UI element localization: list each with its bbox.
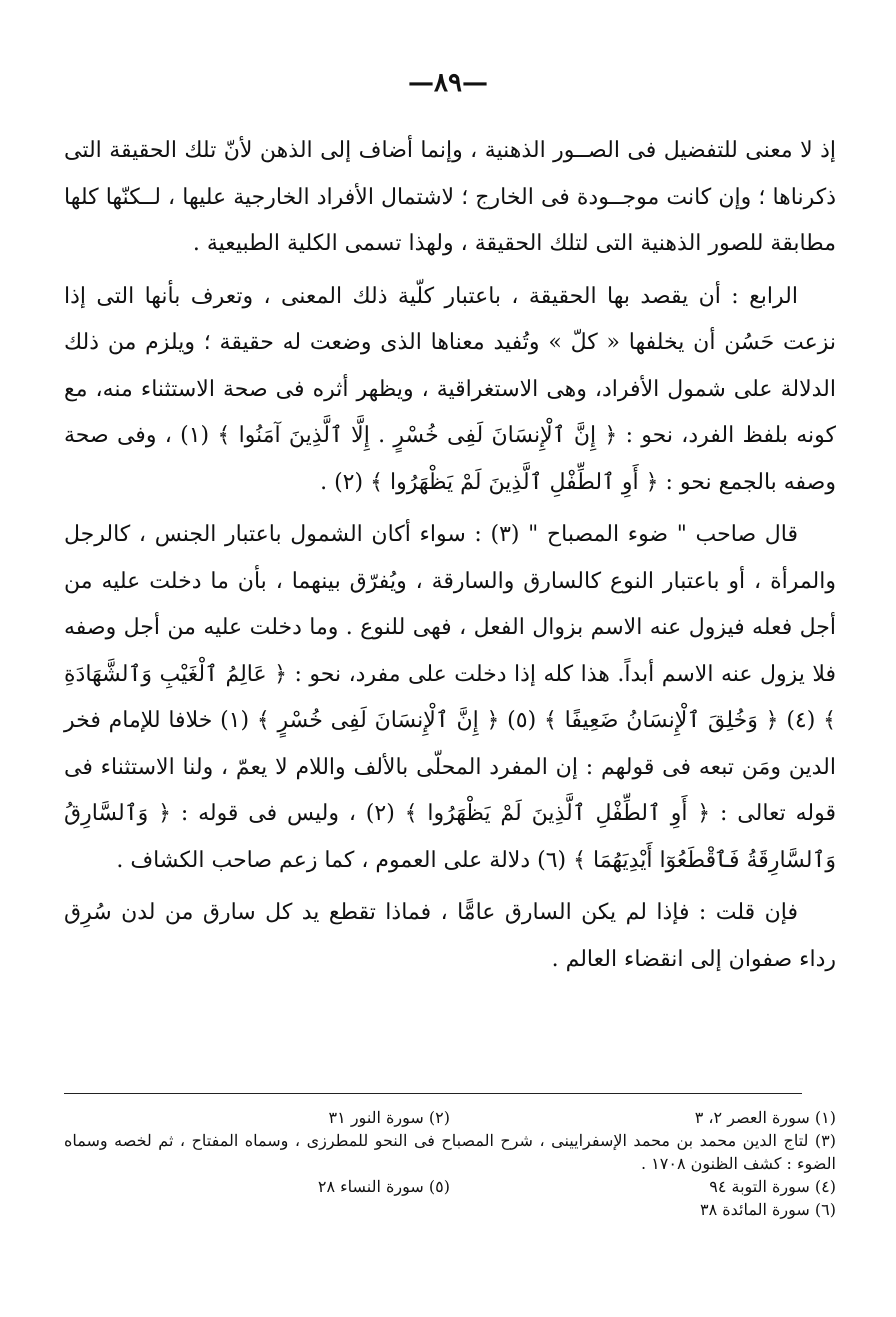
footnote-1: (١) سورة العصر ٢، ٣ — [694, 1108, 836, 1127]
footnote-5: (٥) سورة النساء ٢٨ — [317, 1177, 450, 1196]
footnote-row — [64, 1198, 836, 1221]
footnote-6: (٦) سورة المائدة ٣٨ — [700, 1200, 836, 1219]
footnote-4: (٤) سورة التوبة ٩٤ — [709, 1177, 836, 1196]
paragraph-1: إذ لا معنى للتفضيل فى الصــور الذهنية ، وإنما أضاف إلى الذهن لأنّ تلك الحقيقة التى ذكرناها ؛ وإن كانت موجــودة فى الخارج ؛ لاشتمال الأفراد الخارجية عليها ، لــكنّها كلها مطابقة للصور الذهنية التى لتلك الحقيقة ، ولهذا تسمى الكلية الطبيعية . — [64, 138, 836, 256]
paragraph-3: قال صاحب " ضوء المصباح " (٣) : سواء أكان الشمول باعتبار الجنس ، كالرجل والمرأة ، أو باعتبار النوع كالسارق والسارقة ، ويُفرّق بينهما ، بأن ما دخلت عليه من أجل فعله فيزول عنه الاسم بزوال الفعل ، فهى للنوع . وما دخلت عليه من أجل وصفه فلا يزول عنه الاسم أبداً. هذا كله إذا دخلت على مفرد، نحو : ﴿ عَالِمُ ٱلْغَيْبِ وَٱلشَّهَادَةِ ﴾ (٤) ﴿ وَخُلِقَ ٱلْإِنسَانُ ضَعِيفًا ﴾ (٥) ﴿ إِنَّ ٱلْإِنسَانَ لَفِى خُسْرٍ ﴾ (١) خلافا للإمام فخر الدين ومَن تبعه فى قولهم : إن المفرد المحلّى بالألف واللام لا يعمّ ، ولنا الاستثناء فى قوله تعالى : ﴿ أَوِ ٱلطِّفْلِ ٱلَّذِينَ لَمْ يَظْهَرُوا ﴾ (٢) ، وليس فى قوله : ﴿ وَٱلسَّارِقُ وَٱلسَّارِقَةُ فَٱقْطَعُوٓا أَيْدِيَهُمَا ﴾ (٦) دلالة على العموم ، كما زعم صاحب الكشاف . — [64, 522, 837, 873]
paragraph-4: فإن قلت : فإذا لم يكن السارق عامًّا ، فماذا تقطع يد كل سارق من لدن سُرِق رداء صفوان إلى انقضاء العالم . — [64, 900, 836, 972]
footnote-row — [64, 1175, 836, 1198]
main-text — [64, 128, 836, 989]
paragraph-2: الرابع : أن يقصد بها الحقيقة ، باعتبار كلّية ذلك المعنى ، وتعرف بأنها التى إذا نزعت حَسُن أن يخلفها « كلّ » وتُفيد معناها الذى وضعت له حقيقة ؛ ويلزم من ذلك الدلالة على شمول الأفراد، وهى الاستغراقية ، ويظهر أثره فى صحة الاستثناء منه، مع كونه بلفظ الفرد، نحو : ﴿ إِنَّ ٱلْإِنسَانَ لَفِى خُسْرٍ . إِلَّا ٱلَّذِينَ آمَنُوا ﴾ (١) ، وفى صحة وصفه بالجمع نحو : ﴿ أَوِ ٱلطِّفْلِ ٱلَّذِينَ لَمْ يَظْهَرُوا ﴾ (٢) . — [64, 283, 836, 495]
footnote-3: (٣) لتاج الدين محمد بن محمد الإسفرايينى ، شرح المصباح فى النحو للمطرزى ، وسماه المفتاح ، ثم لخصه وسماه الضوء : كشف الظنون ١٧٠٨ . — [64, 1131, 836, 1173]
footnote-divider — [64, 1093, 802, 1094]
footnote-2: (٢) سورة النور ٣١ — [328, 1108, 450, 1127]
page-number: —٨٩— — [408, 68, 488, 98]
footnotes — [64, 1106, 836, 1221]
footnote-row — [64, 1106, 836, 1129]
